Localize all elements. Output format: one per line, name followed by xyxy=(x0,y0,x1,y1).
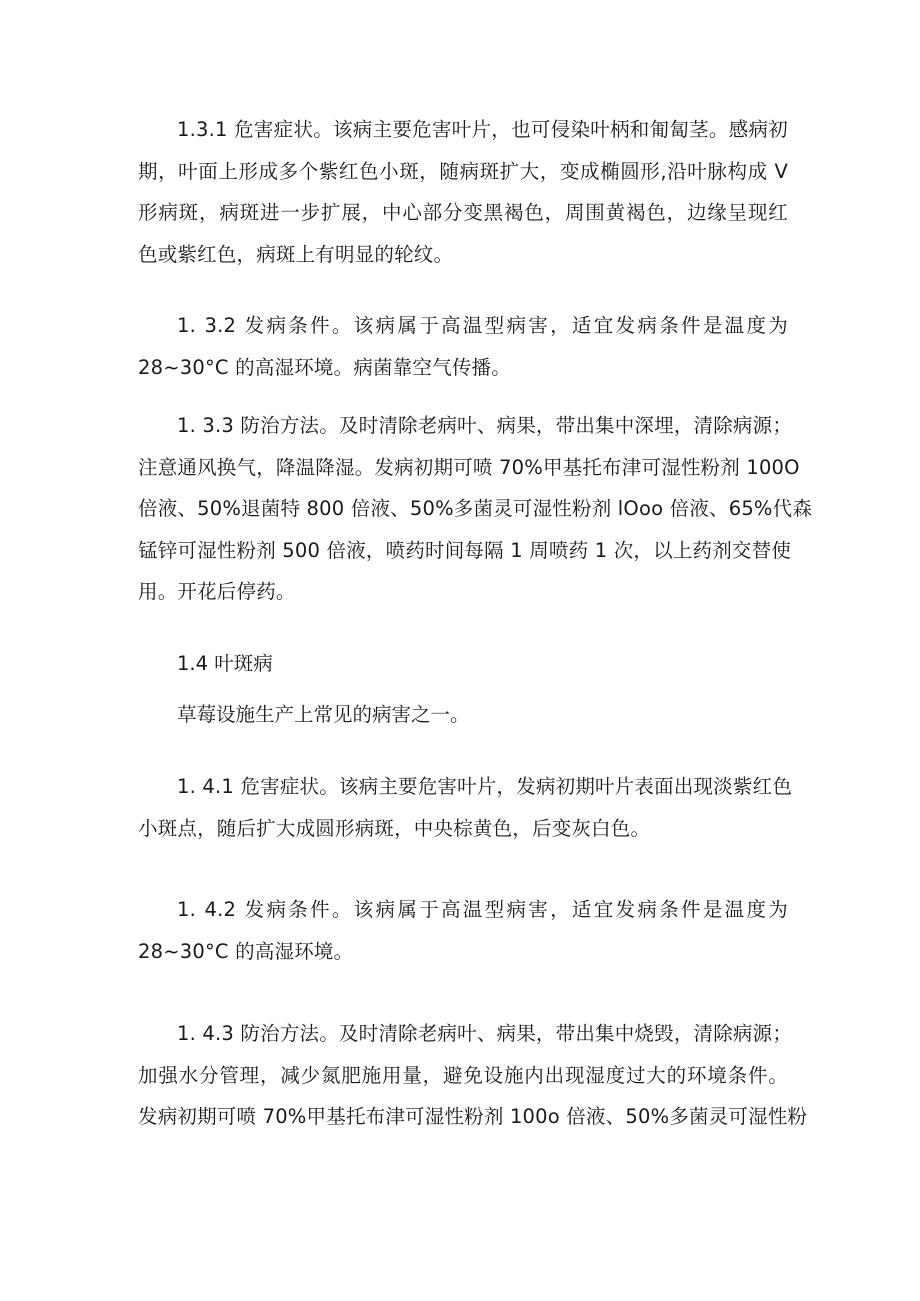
paragraph-line: 1. 3.3 防治方法。及时清除老病叶、病果，带出集中深埋，清除病源； xyxy=(177,414,793,437)
paragraph-line: 28~30°C 的高湿环境。病菌靠空气传播。 xyxy=(138,355,511,379)
paragraph-line: 期，叶面上形成多个紫红色小斑，随病斑扩大，变成椭圆形,沿叶脉构成 V xyxy=(138,159,788,183)
paragraph-line: 发病初期可喷 70%甲基托布津可湿性粉剂 100o 倍液、50%多菌灵可湿性粉 xyxy=(138,1105,808,1128)
paragraph-line: 色或紫红色，病斑上有明显的轮纹。 xyxy=(138,242,454,266)
paragraph-line: 形病斑，病斑进一步扩展，中心部分变黑褐色，周围黄褐色，边缘呈现红 xyxy=(138,201,788,224)
section-1-4-heading: 1.4 叶斑病 xyxy=(177,652,273,675)
section-1-3-3-paragraph xyxy=(138,405,813,613)
paragraph-line: 注意通风换气，降温降湿。发病初期可喷 70%甲基托布津可湿性粉剂 100O xyxy=(138,455,800,479)
section-1-4-1-paragraph xyxy=(138,766,793,849)
section-1-3-2-paragraph xyxy=(138,305,788,388)
paragraph-line: 倍液、50%退菌特 800 倍液、50%多菌灵可湿性粉剂 lOoo 倍液、65%代森 xyxy=(138,497,813,520)
paragraph-line: 加强水分管理，减少氮肥施用量，避免设施内出现湿度过大的环境条件。 xyxy=(138,1063,788,1087)
paragraph-line: 锰锌可湿性粉剂 500 倍液，喷药时间每隔 1 周喷药 1 次，以上药剂交替使 xyxy=(138,538,792,562)
paragraph-line: 用。开花后停药。 xyxy=(138,580,296,603)
paragraph-line: 1. 4.3 防治方法。及时清除老病叶、病果，带出集中烧毁，清除病源； xyxy=(177,1022,793,1045)
paragraph-line: 28~30°C 的高湿环境。 xyxy=(138,939,354,963)
section-1-3-1-paragraph xyxy=(138,109,788,275)
paragraph-line: 小斑点，随后扩大成圆形病斑，中央棕黄色，后变灰白色。 xyxy=(138,816,651,840)
paragraph-line: 1. 4.1 危害症状。该病主要危害叶片，发病初期叶片表面出现淡紫红色 xyxy=(177,775,793,798)
section-1-4-2-paragraph xyxy=(138,889,788,972)
paragraph-line: 1. 4.2 发病条件。该病属于高温型病害，适宜发病条件是温度为 xyxy=(177,898,788,921)
paragraph-line: 1.3.1 危害症状。该病主要危害叶片，也可侵染叶柄和匍匐茎。感病初 xyxy=(177,118,788,141)
section-1-4-intro: 草莓设施生产上常见的病害之一。 xyxy=(177,703,470,726)
paragraph-line: 1. 3.2 发病条件。该病属于高温型病害，适宜发病条件是温度为 xyxy=(177,314,788,337)
section-1-4-3-paragraph xyxy=(138,1013,808,1138)
